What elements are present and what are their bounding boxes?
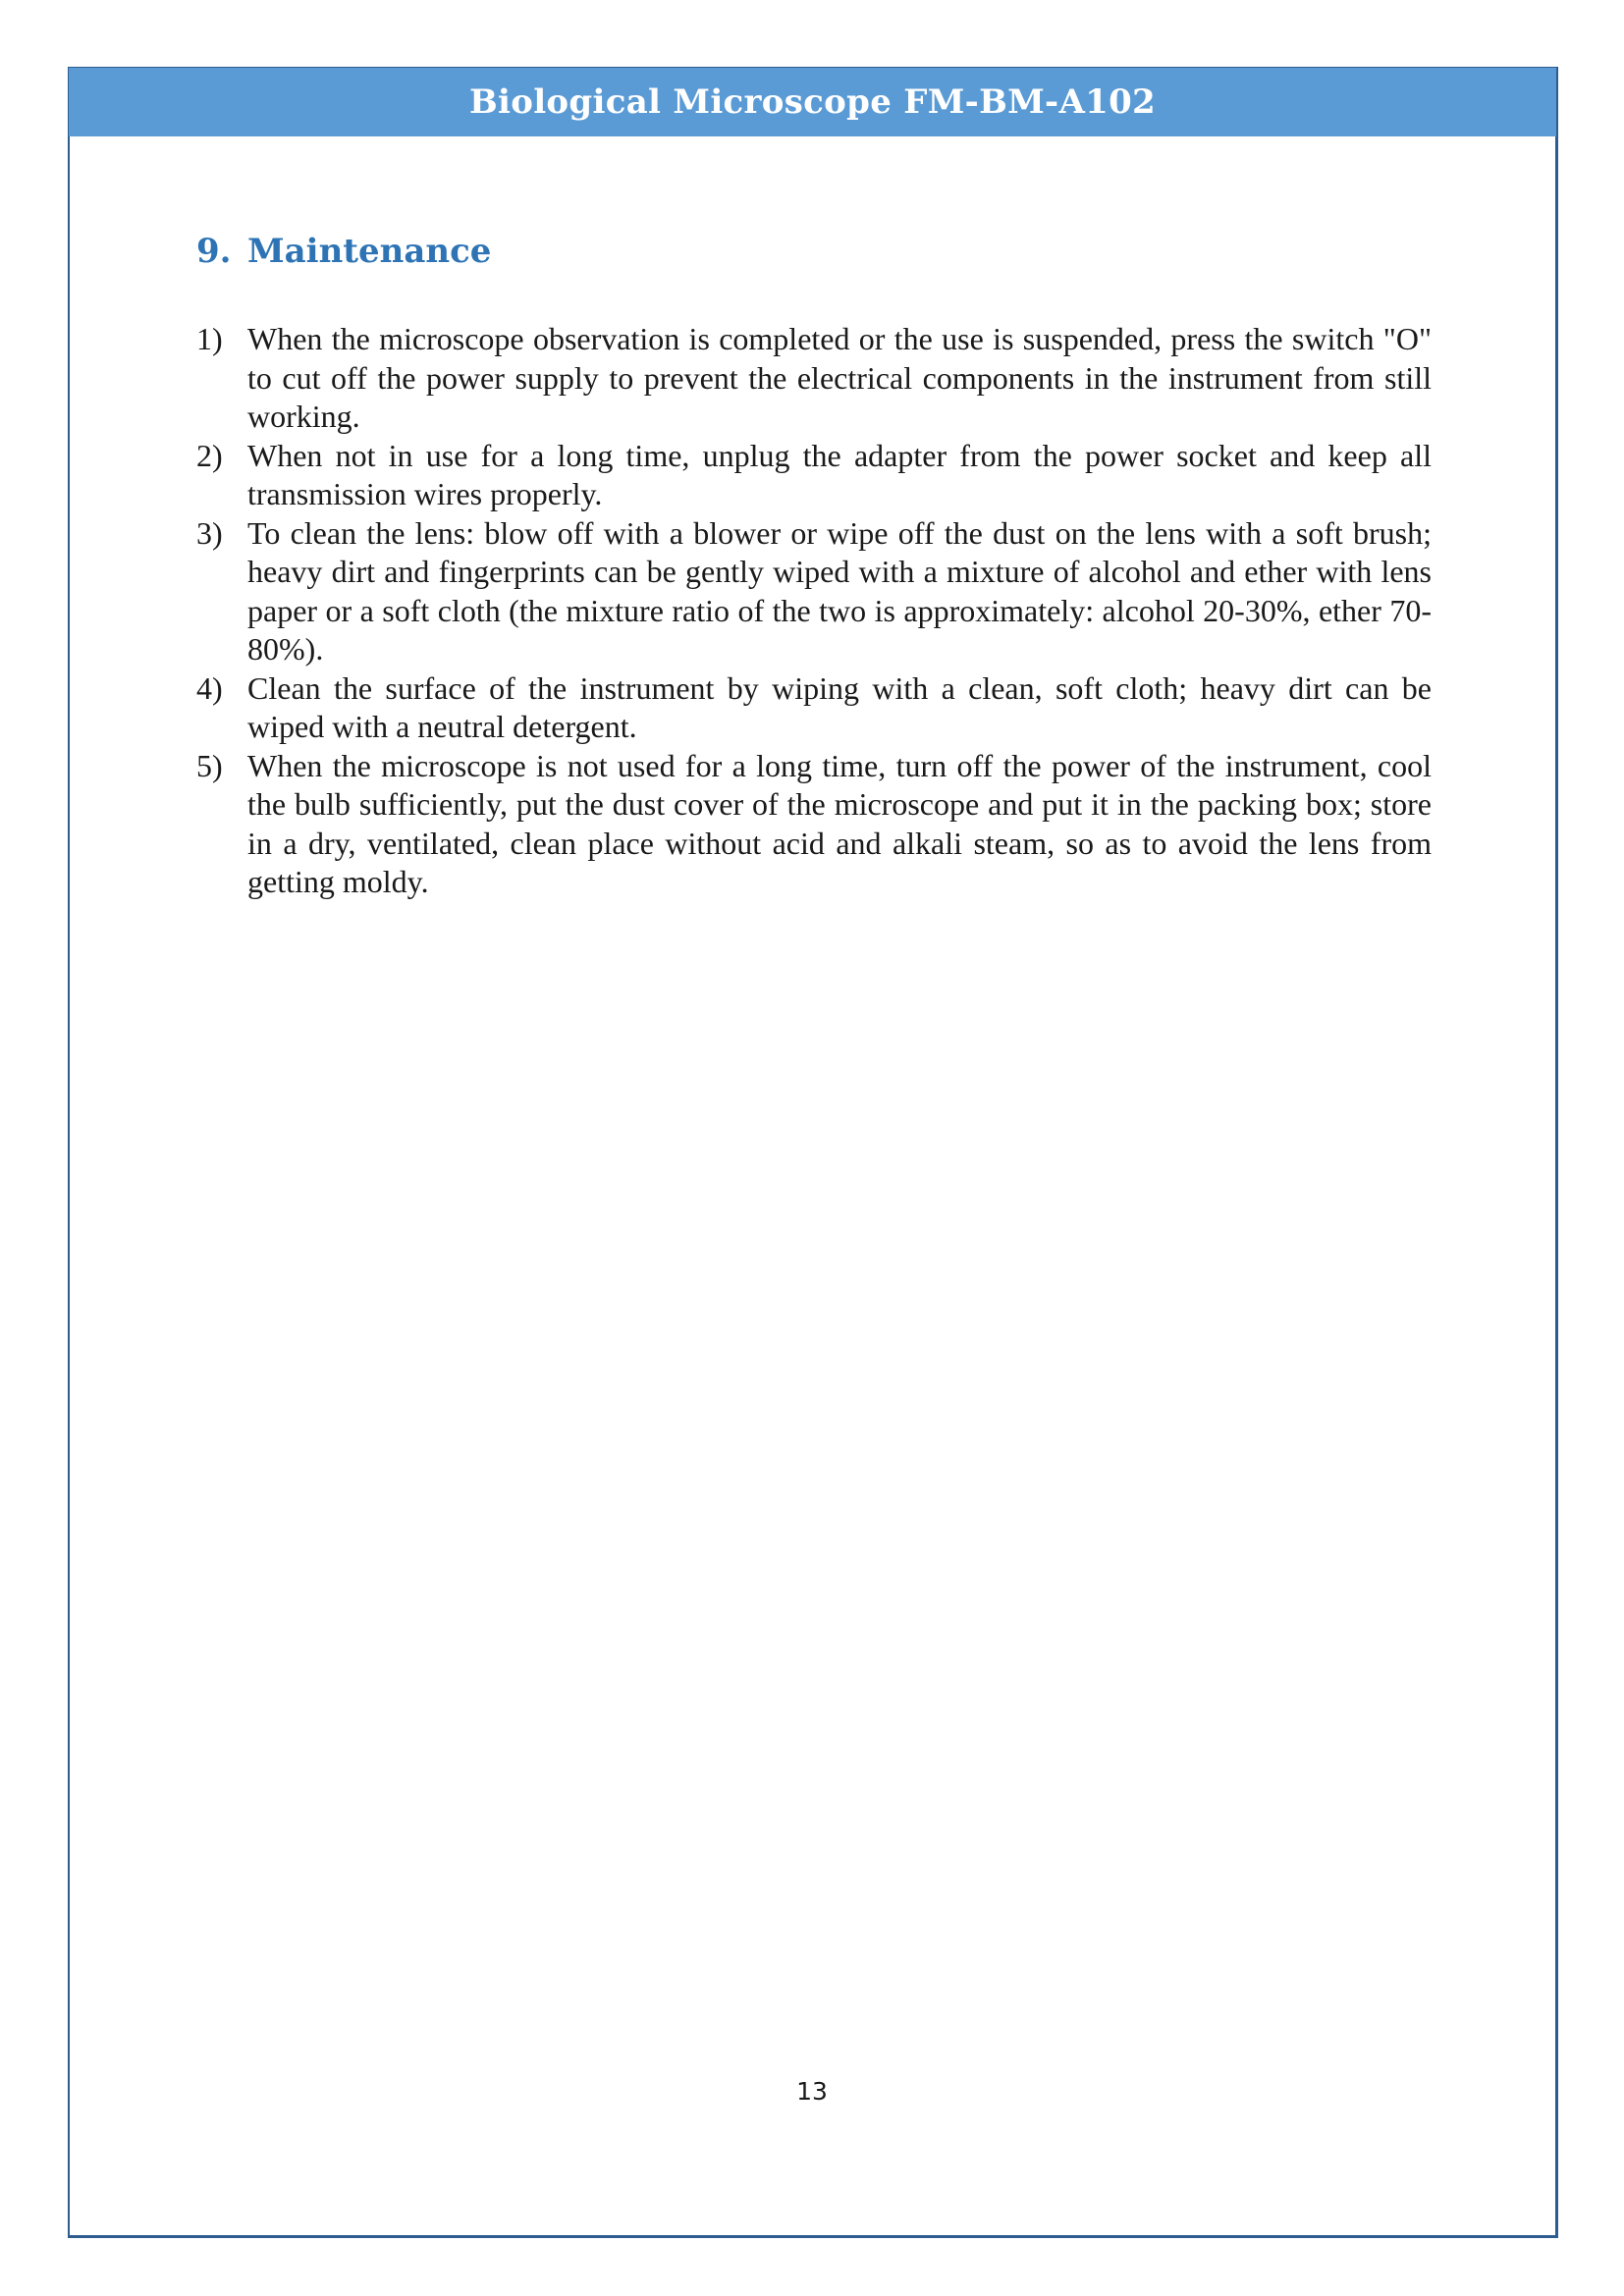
page-number: 13: [796, 2077, 828, 2106]
list-item-text: To clean the lens: blow off with a blower or wipe off the dust on the lens with a soft brush; heavy dirt and fingerprints can be gently wiped with a mixture of alcohol and ether with lens paper or a soft cloth (the mixture ratio of the two is approximately: alcohol 20-30%, ether 70-80%).: [247, 514, 1432, 667]
section-heading: [196, 232, 491, 271]
list-item-marker: 5): [196, 747, 223, 783]
document-title: Biological Microscope FM-BM-A102: [468, 82, 1157, 122]
list-item: [196, 437, 1432, 514]
list-item-marker: 2): [196, 437, 223, 473]
list-item-text: When the microscope observation is completed or the use is suspended, press the switch "O" to cut off the power supply to prevent the electrical components in the instrument from still working.: [247, 321, 1432, 434]
list-item-text: Clean the surface of the instrument by wiping with a clean, soft cloth; heavy dirt can be wiped with a neutral detergent.: [247, 669, 1432, 744]
list-item-text: When not in use for a long time, unplug the adapter from the power socket and keep all transmission wires properly.: [247, 437, 1432, 511]
list-item-marker: 4): [196, 669, 223, 706]
list-item-text: When the microscope is not used for a long time, turn off the power of the instrument, cool the bulb sufficiently, put the dust cover of the microscope and put it in the packing box; store in a dry, ventilated, clean place without acid and alkali steam, so as to avoid the lens from getting moldy.: [247, 747, 1432, 899]
list-item: [196, 514, 1432, 669]
list-item: [196, 320, 1432, 437]
maintenance-list: [196, 320, 1432, 902]
section-number: 9.: [196, 232, 232, 271]
list-item-marker: 1): [196, 321, 223, 356]
list-item-marker: 3): [196, 514, 223, 551]
section-title: Maintenance: [247, 232, 492, 271]
list-item: [196, 747, 1432, 902]
header-band: [69, 68, 1556, 136]
list-item: [196, 669, 1432, 747]
